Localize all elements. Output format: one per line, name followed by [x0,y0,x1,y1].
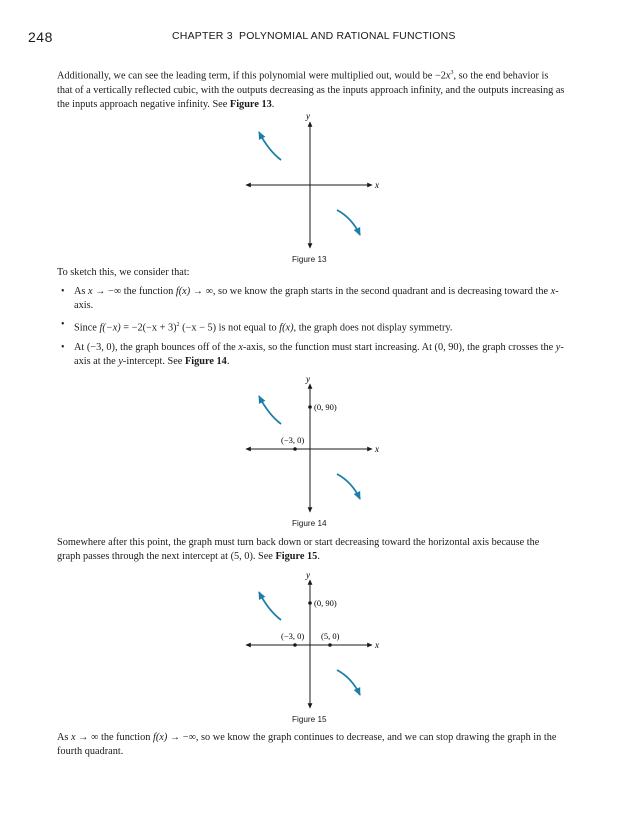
point-0-90 [308,405,312,409]
para1-text-b: , so the end behavior is that of a vertically reflected cubic, with the outputs decreasing as the inputs approach infinity, and the outputs increasing as the inputs approach negative infinity. See [57,70,565,110]
figure-14-ref: Figure 14 [184,356,227,368]
left-end-curve [259,396,281,424]
paragraph-conclusion: As x → ∞ the function f(x) → −∞, so we know the graph continues to decrease, and we can stop drawing the graph in the fourth quadrant. [57,732,557,758]
point-neg3-0 [293,447,297,451]
y-axis-label: y [306,570,310,580]
chapter-title: POLYNOMIAL AND RATIONAL FUNCTIONS [238,30,456,42]
left-end-curve [259,592,281,620]
figure-14 [0,372,630,532]
right-end-curve [337,474,360,499]
chapter-label: CHAPTER 3 [172,30,233,42]
y-axis-label: y [306,111,310,121]
figure-15-caption: Figure 15 [292,715,327,724]
figure-14-graph [0,372,630,532]
para1-text-a: Additionally, we can see the leading term, if this polynomial were multiplied out, would be −2 [57,70,446,82]
paragraph-sketch: To sketch this, we consider that: [57,267,190,278]
figure-15 [0,568,630,728]
page-number: 248 [28,29,53,45]
bullet-symmetry: • Since $f(-x) = -2(-x + 3)^2$ (−x − 5) is not equal to f(x), the graph does not display symmetry. [57,318,565,336]
paragraph-intro [57,66,565,112]
paragraph-turn-down: Somewhere after this point, the graph must turn back down or start decreasing toward the horizontal axis because the graph passes through the next intercept at (5, 0). See Figure 15. [57,537,540,563]
bullet-intercepts: • At (−3, 0), the graph bounces off of the x-axis, so the function must start increasing. At (0, 90), the graph crosses the y-axis at the y-intercept. See Figure 14. [57,341,565,369]
point-neg3-0 [293,643,297,647]
figure-13-graph [0,110,630,270]
label-neg3-0: (−3, 0) [281,631,305,641]
label-0-90: (0, 90) [314,598,337,608]
figure-13-caption: Figure 13 [292,255,327,264]
para1-exp: 3 [450,70,454,76]
x-axis-label: x [375,180,379,190]
figure-15-graph [0,568,630,728]
point-0-90 [308,601,312,605]
right-end-curve [337,670,360,695]
bullet-list [57,285,565,374]
para1-end: . [271,98,275,110]
label-neg3-0: (−3, 0) [281,435,305,445]
para1-var: x [445,70,451,82]
figure-13-ref: Figure 13 [229,98,272,110]
x-axis-label: x [375,640,379,650]
left-end-curve [259,132,281,160]
label-0-90: (0, 90) [314,402,337,412]
label-5-0: (5, 0) [321,631,340,641]
right-end-curve [337,210,360,235]
x-axis-label: x [375,444,379,454]
chapter-header [172,30,456,42]
point-5-0 [328,643,332,647]
y-axis-label: y [306,374,310,384]
figure-13 [0,110,630,270]
figure-15-ref: Figure 15 [275,551,318,563]
bullet-end-behavior: • As x → −∞ the function f(x) → ∞, so we know the graph starts in the second quadrant and is decreasing toward the x-axis. [57,285,565,313]
figure-14-caption: Figure 14 [292,519,327,528]
